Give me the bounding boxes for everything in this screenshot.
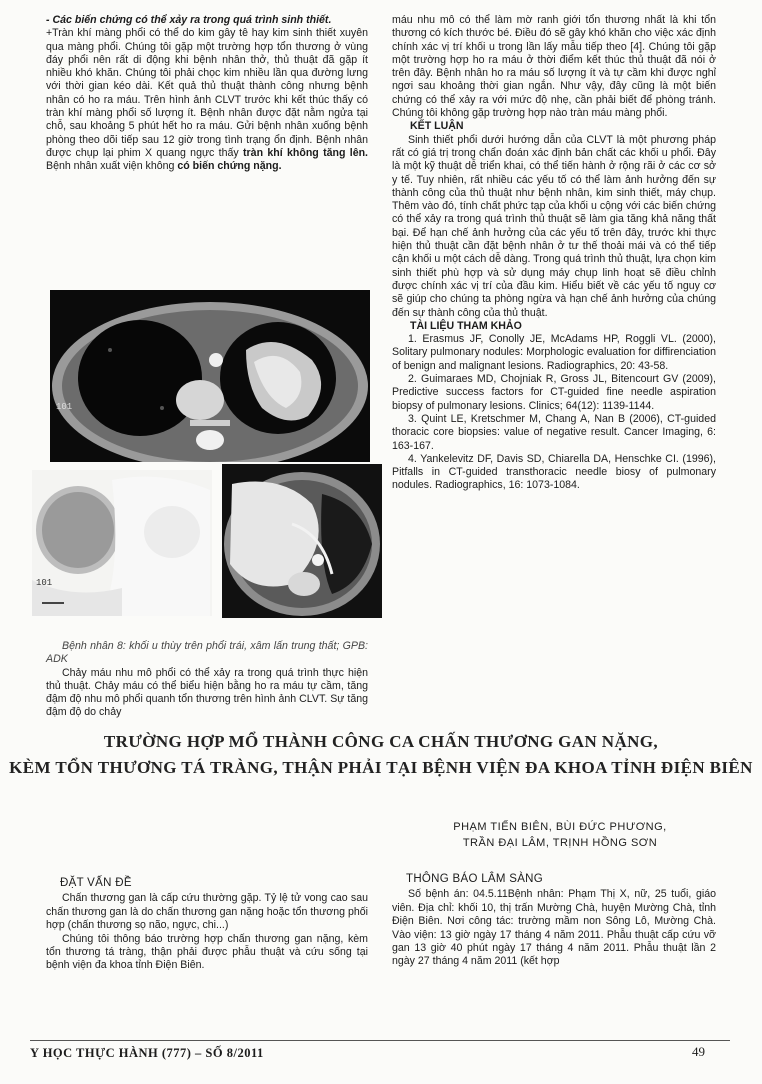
left-column xyxy=(46,14,368,174)
case-report-paragraph: Số bệnh án: 04.5.11Bệnh nhân: Phạm Thị X, nữ, 25 tuổi, giáo viên. Địa chỉ: khối 10, thị trấn Mường Chà, huyện Mường Chà, tỉnh Điện Biên. Nơi công tác: trường mầm non Sông Lô, Mường Chà. Vào viện: 13 giờ ngày 17 tháng 4 năm 2011. Phẫu thuật cấp cứu vỡ gan 13 giờ 40 phút ngày 17 tháng 4 năm 2011. Phẫu thuật lần 2 ngày 27 tháng 4 năm 2011 (kết hợp xyxy=(392,888,716,968)
ct-scan-bottom-right-image xyxy=(222,464,382,618)
page-number: 49 xyxy=(692,1044,705,1059)
complication-heading: - Các biến chứng có thể xảy ra trong quá trình sinh thiết. xyxy=(46,14,332,26)
reference-item: 4. Yankelevitz DF, Davis SD, Chiarella DA, Henschke CI. (1996), Pitfalls in CT-guided transthoracic needle biosy of pulmonary nodules. Radiographics, 16: 1073-1084. xyxy=(392,452,716,492)
pneumothorax-text: +Tràn khí màng phổi có thể do kim gây tê hay kim sinh thiết xuyên qua màng phổi. Chúng tôi gặp một trường hợp tổn thương ở vùng đáy phổi nên rất di động khi bệnh nhân thở, thủ thuật đã gặp ít nhiều khó khăn. Chúng tôi phải chọc kim nhiều lần qua đường lưng với thời gian kéo dài. Kết quả thủ thuật thành công nhưng bệnh nhân có ho ra máu. Trên hình ảnh CLVT trước khi kết thúc thấy có tràn khí màng phổi số lượng ít. Bệnh nhân được đặt nằm ngửa tại chỗ, sau khoảng 5 phút hết ho ra máu. Gửi bệnh nhân xuống bệnh phòng theo dõi tiếp sau 12 giờ trong tình trạng ổn định. Bệnh nhân được chụp lại phim X quang ngực thấy xyxy=(46,27,368,159)
conclusion-paragraph: Sinh thiết phổi dưới hướng dẫn của CLVT là một phương pháp rất có giá trị trong chẩn đoán xác định bản chất các khối u phổi. Đây là một kỹ thuật dễ triển khai, có thể tiến hành ở rộng rãi ở các cơ sở y tế. Tuy nhiên, rất nhiều các yếu tố có thể làm ảnh hưởng đến sự thành công của thủ thuật như bệnh nhân, kim sinh thiết, máy chụp. Thêm vào đó, tính chất phức tạp của khối u cộng với các biến chứng có thể xảy ra trong quá trình thủ thuật sẽ làm gia tăng khả năng thất bại. Để hạn chế ảnh hưởng của các yếu tố trên đây, trước khi thực hiện thủ thuật cần đặt bệnh nhân ở tư thế thoải mái và có thể tiếp cận khối u một cách dễ dàng. Trong quá trình thủ thuật, lựa chọn kim sinh thiết phù hợp và sử dụng máy chụp linh hoạt sẽ điều chỉnh được chính xác vị trí của đầu kim. Hiểu biết về các yếu tố nguy cơ sẽ giúp cho chúng ta phòng ngừa và hạn chế ảnh hưởng của chúng đến sự thành công của thủ thuật. xyxy=(392,133,716,319)
introduction-section xyxy=(46,877,368,973)
pneumothorax-outcome: có biến chứng nặng. xyxy=(177,160,282,173)
pneumothorax-discharge: Bệnh nhân xuất viện không xyxy=(46,160,175,173)
case-report-section xyxy=(392,873,716,969)
case-report-heading: THÔNG BÁO LÂM SÀNG xyxy=(406,873,544,885)
bleeding-paragraph: Chảy máu nhu mô phổi có thể xảy ra trong quá trình thực hiện thủ thuật. Chảy máu có thể biểu hiện bằng ho ra máu tự cầm, tăng đậm độ nhu mô phổi quanh tổn thương trên hình ảnh CLVT. Sự tăng đậm độ do chảy xyxy=(46,666,368,719)
introduction-heading: ĐẶT VẤN ĐỀ xyxy=(60,877,132,889)
conclusion-heading: KẾT LUẬN xyxy=(410,120,464,133)
introduction-paragraph2: Chúng tôi thông báo trường hợp chấn thương gan nặng, kèm tổn thương tá tràng, thận phải được phẫu thuật và cứu sống tại bệnh viện đa khoa tỉnh Điện Biên. xyxy=(46,932,368,972)
introduction-paragraph1: Chấn thương gan là cấp cứu thường gặp. Tỷ lệ tử vong cao sau chấn thương gan là do chấn thương gan nặng hoặc tổn thương phối hợp (chấn thương sọ não, ngực, chi...) xyxy=(46,892,368,932)
bleeding-continued-paragraph: máu nhu mô có thể làm mờ ranh giới tổn thương nhất là khi tổn thương có kích thước bé. Điều đó sẽ gây khó khăn cho việc xác định chính xác vị trí khối u trong lần lấy mẫu tiếp theo [4]. Chúng tôi gặp một trường hợp ho ra máu ở thời điểm kết thúc thủ thuật đã nói ở trên đây. Bệnh nhân ho ra máu số lượng ít và tự cầm khi được nghỉ ngơi sau khoảng thời gian ngắn. Như vậy, đây cũng là một biến chứng có thể xảy ra với mức độ nhẹ, cần phải biết để phòng tránh. Chúng tôi không gặp trường hợp nào tràn máu màng phổi. xyxy=(392,14,716,120)
pneumothorax-result: tràn khí không tăng lên. xyxy=(243,146,369,159)
authors-line2: TRẦN ĐẠI LÂM, TRỊNH HỒNG SƠN xyxy=(462,837,658,849)
ct-scan-bottom-left-drawing xyxy=(32,470,212,616)
journal-footer: Y HỌC THỰC HÀNH (777) – SỐ 8/2011 xyxy=(30,1046,264,1060)
authors-line1: PHẠM TIẾN BIÊN, BÙI ĐỨC PHƯƠNG, xyxy=(453,821,667,833)
left-column-lower xyxy=(46,636,368,720)
reference-item: 1. Erasmus JF, Conolly JE, McAdams HP, Roggli VL. (2000), Solitary pulmonary nodules: Morphologic evaluation for diffirenciation of benign and malignant lesions. Radiographics, 20: 43-58. xyxy=(392,333,716,372)
figure-caption: Bệnh nhân 8: khối u thùy trên phổi trái, xâm lấn trung thất; GPB: ADK xyxy=(46,640,368,666)
pneumothorax-paragraph xyxy=(46,27,368,173)
article-title-line1: TRƯỜNG HỢP MỔ THÀNH CÔNG CA CHẤN THƯƠNG GAN NẶNG, xyxy=(103,732,659,751)
reference-item: 2. Guimaraes MD, Chojniak R, Gross JL, Bitencourt GV (2009), Predictive success factors for CT-guided fine needle aspiration biopsy of pulmonary lesions. Clinics; 64(12): 1139-1144. xyxy=(392,373,716,412)
right-column xyxy=(392,14,716,493)
ct-bottom-left-label: 101 xyxy=(36,578,53,588)
article-title-line2: KÈM TỔN THƯƠNG TÁ TRÀNG, THẬN PHẢI TẠI BỆNH VIỆN ĐA KHOA TỈNH ĐIỆN BIÊN xyxy=(9,758,753,777)
ct-scan-top-drawing xyxy=(50,290,370,462)
reference-item: 3. Quint LE, Kretschmer M, Chang A, Nan B (2006), CT-guided thoracic core biopsies: value of negative result. Cancer Imaging, 6: 163-167. xyxy=(392,412,716,452)
ct-scan-top-image xyxy=(50,290,370,462)
footer-rule xyxy=(30,1040,730,1041)
ct-scan-bottom-left-image xyxy=(32,470,212,616)
references-heading: TÀI LIỆU THAM KHẢO xyxy=(410,319,522,332)
ct-top-label: 101 xyxy=(56,402,73,412)
ct-scan-bottom-right-drawing xyxy=(222,464,382,618)
